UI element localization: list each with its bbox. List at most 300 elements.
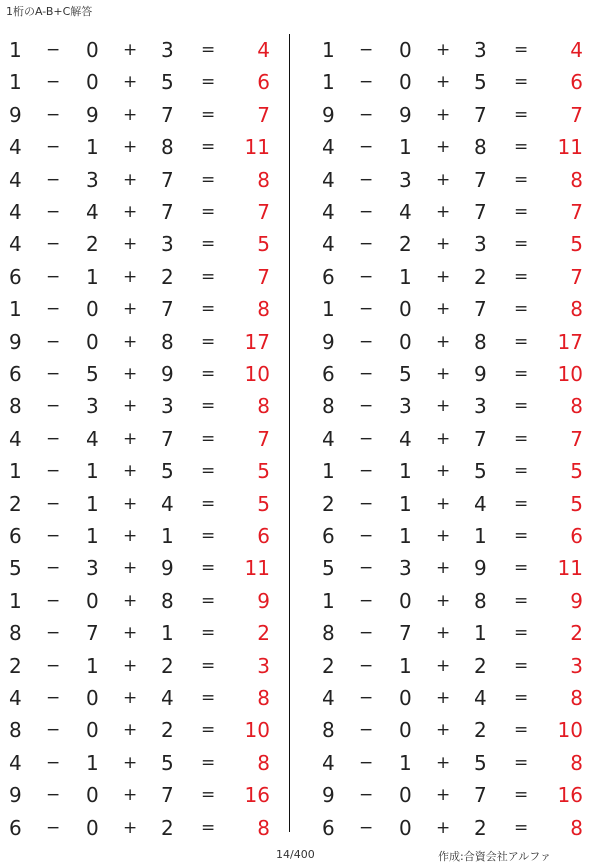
plus-sign: + xyxy=(436,331,451,352)
answer: 16 xyxy=(244,783,270,808)
operand-a: 2 xyxy=(322,653,335,678)
answer: 7 xyxy=(570,200,583,224)
minus-sign: − xyxy=(359,299,374,320)
plus-sign: + xyxy=(123,72,138,93)
answer: 7 xyxy=(257,264,270,289)
plus-sign: + xyxy=(436,72,451,93)
operand-b: 5 xyxy=(399,362,412,386)
equals-sign: = xyxy=(514,461,529,482)
operand-c: 8 xyxy=(161,135,174,160)
equals-sign: = xyxy=(201,266,216,287)
minus-sign: − xyxy=(359,558,374,579)
minus-sign: − xyxy=(46,396,61,417)
operand-a: 1 xyxy=(322,588,335,613)
operand-a: 5 xyxy=(322,556,335,581)
plus-sign: + xyxy=(123,396,138,417)
problem-row xyxy=(0,650,600,682)
answer: 4 xyxy=(257,38,270,62)
operand-b: 0 xyxy=(399,686,412,710)
answer: 8 xyxy=(570,686,583,710)
operand-c: 2 xyxy=(161,718,174,743)
minus-sign: − xyxy=(359,688,374,708)
plus-sign: + xyxy=(436,364,451,384)
operand-b: 4 xyxy=(86,426,99,451)
plus-sign: + xyxy=(436,623,451,644)
operand-b: 1 xyxy=(399,653,412,678)
answer: 7 xyxy=(257,200,270,224)
answer: 8 xyxy=(257,394,270,419)
answer: 17 xyxy=(557,329,583,354)
answer: 3 xyxy=(570,653,583,678)
minus-sign: − xyxy=(359,137,374,158)
plus-sign: + xyxy=(436,169,451,190)
plus-sign: + xyxy=(123,688,138,708)
operand-a: 6 xyxy=(322,264,335,289)
answer: 8 xyxy=(570,815,583,840)
operand-b: 1 xyxy=(86,459,99,484)
equals-sign: = xyxy=(201,623,216,644)
problem-row xyxy=(0,585,600,617)
equals-sign: = xyxy=(201,396,216,417)
equals-sign: = xyxy=(514,493,529,514)
operand-c: 7 xyxy=(474,426,487,451)
answer: 8 xyxy=(257,686,270,710)
answer: 17 xyxy=(244,329,270,354)
minus-sign: − xyxy=(359,817,374,838)
operand-a: 8 xyxy=(9,621,22,646)
operand-c: 4 xyxy=(474,491,487,516)
operand-a: 1 xyxy=(9,459,22,484)
plus-sign: + xyxy=(123,655,138,676)
operand-a: 4 xyxy=(9,167,22,192)
operand-c: 5 xyxy=(474,70,487,95)
answer: 8 xyxy=(257,815,270,840)
equals-sign: = xyxy=(514,72,529,93)
operand-c: 4 xyxy=(161,491,174,516)
operand-a: 4 xyxy=(9,426,22,451)
minus-sign: − xyxy=(359,461,374,482)
operand-c: 8 xyxy=(474,135,487,160)
operand-c: 2 xyxy=(474,653,487,678)
minus-sign: − xyxy=(46,266,61,287)
plus-sign: + xyxy=(123,623,138,644)
operand-b: 5 xyxy=(86,362,99,386)
problem-row xyxy=(0,390,600,422)
operand-a: 6 xyxy=(9,524,22,548)
operand-a: 6 xyxy=(322,815,335,840)
operand-c: 2 xyxy=(474,264,487,289)
plus-sign: + xyxy=(123,720,138,741)
operand-b: 1 xyxy=(399,459,412,484)
operand-b: 1 xyxy=(86,491,99,516)
operand-c: 7 xyxy=(474,167,487,192)
operand-b: 0 xyxy=(86,297,99,322)
minus-sign: − xyxy=(359,104,374,125)
plus-sign: + xyxy=(436,234,451,255)
operand-a: 8 xyxy=(9,394,22,419)
operand-c: 8 xyxy=(474,329,487,354)
minus-sign: − xyxy=(46,461,61,482)
operand-a: 4 xyxy=(9,200,22,224)
operand-b: 3 xyxy=(399,394,412,419)
operand-b: 4 xyxy=(399,200,412,224)
minus-sign: − xyxy=(46,493,61,514)
operand-a: 1 xyxy=(9,38,22,62)
plus-sign: + xyxy=(123,331,138,352)
operand-c: 7 xyxy=(474,297,487,322)
operand-b: 1 xyxy=(86,750,99,775)
plus-sign: + xyxy=(436,558,451,579)
operand-b: 0 xyxy=(86,686,99,710)
answer: 9 xyxy=(570,588,583,613)
minus-sign: − xyxy=(46,817,61,838)
operand-c: 2 xyxy=(161,264,174,289)
answer: 8 xyxy=(257,297,270,322)
operand-a: 4 xyxy=(322,426,335,451)
operand-a: 9 xyxy=(9,329,22,354)
problem-row xyxy=(0,228,600,260)
operand-a: 1 xyxy=(9,70,22,95)
operand-c: 5 xyxy=(161,750,174,775)
equals-sign: = xyxy=(514,40,529,60)
plus-sign: + xyxy=(123,234,138,255)
minus-sign: − xyxy=(359,493,374,514)
plus-sign: + xyxy=(436,752,451,773)
answer: 11 xyxy=(244,556,270,581)
problem-row xyxy=(0,488,600,520)
operand-c: 7 xyxy=(161,102,174,127)
operand-c: 3 xyxy=(474,394,487,419)
minus-sign: − xyxy=(46,104,61,125)
problem-row xyxy=(0,196,600,228)
plus-sign: + xyxy=(123,785,138,806)
equals-sign: = xyxy=(201,655,216,676)
operand-a: 4 xyxy=(9,232,22,257)
problem-row xyxy=(0,617,600,649)
operand-c: 8 xyxy=(474,588,487,613)
operand-c: 7 xyxy=(161,297,174,322)
operand-c: 1 xyxy=(474,524,487,548)
problem-row xyxy=(0,520,600,552)
operand-a: 9 xyxy=(9,102,22,127)
plus-sign: + xyxy=(123,169,138,190)
problem-row xyxy=(0,552,600,584)
minus-sign: − xyxy=(359,266,374,287)
plus-sign: + xyxy=(436,428,451,449)
operand-b: 1 xyxy=(399,135,412,160)
credit-text: 作成:合資会社アルファ xyxy=(438,850,552,863)
minus-sign: − xyxy=(46,623,61,644)
answer: 7 xyxy=(257,102,270,127)
equals-sign: = xyxy=(514,137,529,158)
problem-row xyxy=(0,682,600,714)
plus-sign: + xyxy=(436,493,451,514)
equals-sign: = xyxy=(514,526,529,546)
problem-row xyxy=(0,99,600,131)
operand-b: 1 xyxy=(399,524,412,548)
minus-sign: − xyxy=(46,526,61,546)
problem-row xyxy=(0,261,600,293)
minus-sign: − xyxy=(46,299,61,320)
minus-sign: − xyxy=(359,364,374,384)
problem-row xyxy=(0,66,600,98)
operand-b: 0 xyxy=(86,38,99,62)
equals-sign: = xyxy=(201,40,216,60)
operand-b: 0 xyxy=(399,815,412,840)
plus-sign: + xyxy=(436,266,451,287)
plus-sign: + xyxy=(123,461,138,482)
operand-a: 6 xyxy=(9,815,22,840)
plus-sign: + xyxy=(123,526,138,546)
equals-sign: = xyxy=(201,720,216,741)
answer: 8 xyxy=(570,297,583,322)
operand-a: 2 xyxy=(9,653,22,678)
minus-sign: − xyxy=(359,169,374,190)
operand-a: 4 xyxy=(322,232,335,257)
problem-row xyxy=(0,131,600,163)
plus-sign: + xyxy=(123,299,138,320)
operand-c: 7 xyxy=(474,102,487,127)
operand-c: 7 xyxy=(474,200,487,224)
answer: 5 xyxy=(570,459,583,484)
operand-c: 2 xyxy=(161,815,174,840)
minus-sign: − xyxy=(359,752,374,773)
operand-a: 2 xyxy=(9,491,22,516)
answer: 8 xyxy=(257,750,270,775)
answer: 7 xyxy=(257,426,270,451)
answer: 7 xyxy=(570,264,583,289)
operand-b: 0 xyxy=(399,38,412,62)
equals-sign: = xyxy=(201,137,216,158)
operand-b: 3 xyxy=(399,167,412,192)
problem-row xyxy=(0,812,600,844)
answer: 8 xyxy=(570,167,583,192)
minus-sign: − xyxy=(46,169,61,190)
answer: 5 xyxy=(257,232,270,257)
plus-sign: + xyxy=(123,202,138,222)
plus-sign: + xyxy=(123,364,138,384)
answer: 10 xyxy=(557,362,583,386)
operand-c: 3 xyxy=(474,38,487,62)
minus-sign: − xyxy=(46,655,61,676)
operand-a: 6 xyxy=(322,362,335,386)
operand-a: 1 xyxy=(9,297,22,322)
operand-a: 1 xyxy=(322,297,335,322)
equals-sign: = xyxy=(201,461,216,482)
answer: 11 xyxy=(557,135,583,160)
plus-sign: + xyxy=(123,137,138,158)
operand-b: 7 xyxy=(399,621,412,646)
operand-c: 1 xyxy=(474,621,487,646)
operand-a: 9 xyxy=(9,783,22,808)
minus-sign: − xyxy=(359,72,374,93)
equals-sign: = xyxy=(201,526,216,546)
plus-sign: + xyxy=(436,720,451,741)
operand-c: 9 xyxy=(161,362,174,386)
plus-sign: + xyxy=(436,817,451,838)
minus-sign: − xyxy=(359,526,374,546)
operand-a: 2 xyxy=(322,491,335,516)
operand-c: 4 xyxy=(474,686,487,710)
answer: 8 xyxy=(570,394,583,419)
equals-sign: = xyxy=(201,752,216,773)
operand-a: 4 xyxy=(9,750,22,775)
operand-c: 9 xyxy=(161,556,174,581)
equals-sign: = xyxy=(514,688,529,708)
answer: 6 xyxy=(570,70,583,95)
column-divider xyxy=(289,34,290,832)
minus-sign: − xyxy=(46,72,61,93)
minus-sign: − xyxy=(359,720,374,741)
plus-sign: + xyxy=(123,558,138,579)
minus-sign: − xyxy=(359,655,374,676)
equals-sign: = xyxy=(514,785,529,806)
operand-a: 8 xyxy=(9,718,22,743)
plus-sign: + xyxy=(123,104,138,125)
minus-sign: − xyxy=(46,234,61,255)
operand-c: 7 xyxy=(161,783,174,808)
operand-b: 1 xyxy=(399,491,412,516)
plus-sign: + xyxy=(436,590,451,611)
minus-sign: − xyxy=(46,590,61,611)
operand-b: 0 xyxy=(399,718,412,743)
operand-c: 1 xyxy=(161,524,174,548)
plus-sign: + xyxy=(436,396,451,417)
minus-sign: − xyxy=(46,752,61,773)
operand-c: 2 xyxy=(161,653,174,678)
operand-c: 7 xyxy=(474,783,487,808)
plus-sign: + xyxy=(123,752,138,773)
operand-c: 2 xyxy=(474,718,487,743)
operand-b: 3 xyxy=(86,556,99,581)
operand-c: 7 xyxy=(161,426,174,451)
equals-sign: = xyxy=(514,331,529,352)
equals-sign: = xyxy=(201,234,216,255)
problem-row xyxy=(0,779,600,811)
plus-sign: + xyxy=(436,137,451,158)
answer: 5 xyxy=(257,491,270,516)
operand-b: 1 xyxy=(86,524,99,548)
operand-c: 8 xyxy=(161,588,174,613)
answer: 6 xyxy=(570,524,583,548)
operand-b: 7 xyxy=(86,621,99,646)
operand-a: 1 xyxy=(322,70,335,95)
equals-sign: = xyxy=(514,752,529,773)
operand-a: 6 xyxy=(9,362,22,386)
operand-c: 3 xyxy=(161,394,174,419)
operand-c: 3 xyxy=(161,232,174,257)
minus-sign: − xyxy=(46,785,61,806)
operand-a: 4 xyxy=(322,167,335,192)
operand-b: 2 xyxy=(86,232,99,257)
minus-sign: − xyxy=(359,785,374,806)
operand-c: 4 xyxy=(161,686,174,710)
problem-row xyxy=(0,326,600,358)
operand-a: 1 xyxy=(322,38,335,62)
answer: 7 xyxy=(570,426,583,451)
answer: 8 xyxy=(257,167,270,192)
minus-sign: − xyxy=(46,558,61,579)
minus-sign: − xyxy=(46,364,61,384)
minus-sign: − xyxy=(46,137,61,158)
answer: 5 xyxy=(257,459,270,484)
answer: 5 xyxy=(570,232,583,257)
equals-sign: = xyxy=(514,396,529,417)
answer: 10 xyxy=(244,718,270,743)
problem-row xyxy=(0,423,600,455)
operand-b: 2 xyxy=(399,232,412,257)
operand-a: 8 xyxy=(322,621,335,646)
operand-c: 5 xyxy=(474,459,487,484)
operand-a: 1 xyxy=(322,459,335,484)
operand-c: 2 xyxy=(474,815,487,840)
operand-a: 5 xyxy=(9,556,22,581)
minus-sign: − xyxy=(359,396,374,417)
plus-sign: + xyxy=(436,461,451,482)
plus-sign: + xyxy=(436,299,451,320)
operand-b: 4 xyxy=(399,426,412,451)
minus-sign: − xyxy=(46,688,61,708)
operand-b: 9 xyxy=(399,102,412,127)
operand-a: 8 xyxy=(322,718,335,743)
operand-a: 4 xyxy=(322,135,335,160)
equals-sign: = xyxy=(514,266,529,287)
plus-sign: + xyxy=(436,785,451,806)
plus-sign: + xyxy=(436,688,451,708)
answer: 2 xyxy=(570,621,583,646)
operand-a: 9 xyxy=(322,783,335,808)
operand-b: 0 xyxy=(399,329,412,354)
answer: 7 xyxy=(570,102,583,127)
plus-sign: + xyxy=(123,266,138,287)
operand-b: 0 xyxy=(399,70,412,95)
problem-row xyxy=(0,747,600,779)
minus-sign: − xyxy=(46,720,61,741)
operand-c: 9 xyxy=(474,362,487,386)
operand-c: 3 xyxy=(474,232,487,257)
answer: 11 xyxy=(557,556,583,581)
equals-sign: = xyxy=(201,428,216,449)
operand-b: 1 xyxy=(86,653,99,678)
answer: 5 xyxy=(570,491,583,516)
operand-c: 5 xyxy=(474,750,487,775)
operand-a: 8 xyxy=(322,394,335,419)
problem-row xyxy=(0,455,600,487)
operand-a: 9 xyxy=(322,329,335,354)
operand-a: 4 xyxy=(9,135,22,160)
operand-b: 1 xyxy=(86,264,99,289)
answer: 2 xyxy=(257,621,270,646)
equals-sign: = xyxy=(201,493,216,514)
answer: 9 xyxy=(257,588,270,613)
operand-c: 7 xyxy=(161,167,174,192)
equals-sign: = xyxy=(514,104,529,125)
operand-a: 4 xyxy=(322,200,335,224)
equals-sign: = xyxy=(201,785,216,806)
equals-sign: = xyxy=(201,72,216,93)
operand-c: 5 xyxy=(161,70,174,95)
plus-sign: + xyxy=(123,817,138,838)
equals-sign: = xyxy=(201,558,216,579)
operand-a: 4 xyxy=(322,750,335,775)
operand-b: 3 xyxy=(86,167,99,192)
plus-sign: + xyxy=(436,40,451,60)
minus-sign: − xyxy=(46,331,61,352)
equals-sign: = xyxy=(201,202,216,222)
equals-sign: = xyxy=(201,817,216,838)
equals-sign: = xyxy=(201,104,216,125)
operand-b: 0 xyxy=(86,718,99,743)
